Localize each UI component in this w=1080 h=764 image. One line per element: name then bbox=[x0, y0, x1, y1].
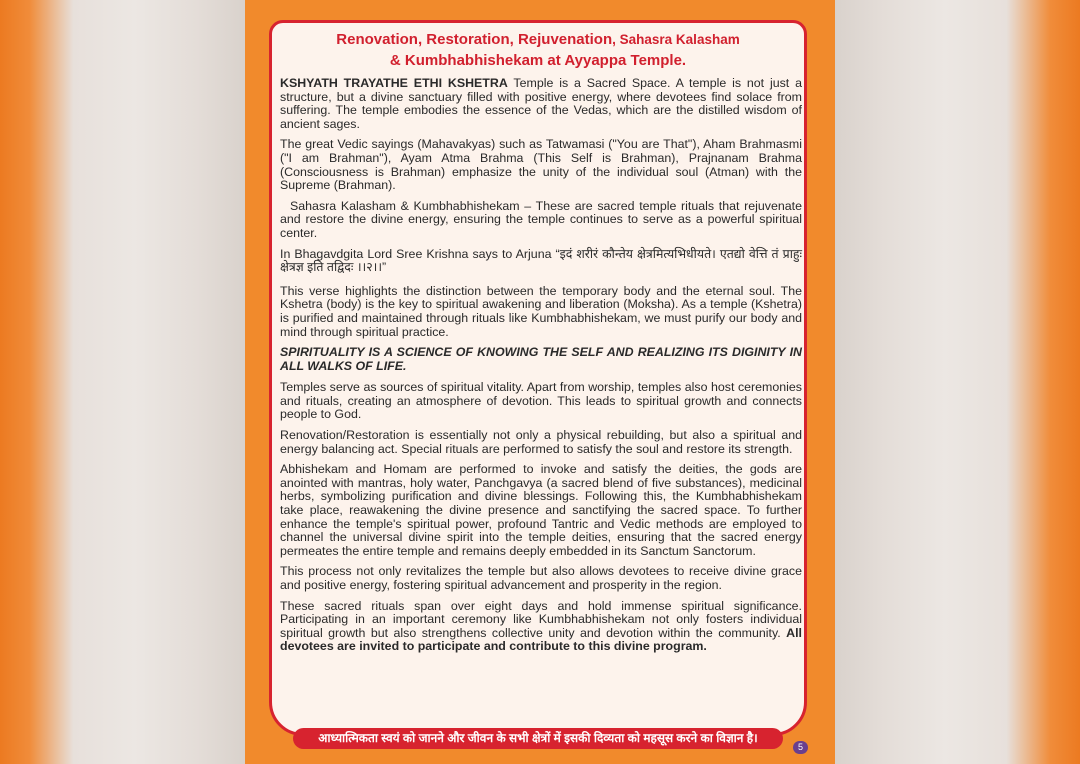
paragraph-intro-lead: KSHYATH TRAYATHE ETHI KSHETRA bbox=[280, 76, 508, 90]
page-title bbox=[272, 29, 804, 71]
article-body bbox=[280, 77, 802, 661]
paragraph-gita-verse: In Bhagavdgita Lord Sree Krishna says to Arjuna “इदं शरीरं कौन्तेय क्षेत्रमित्यभिधीयते। एतद्यो वेत्ति तं प्राहुः क्षेत्रज्ञ इति तद्विदः ।।२।।” bbox=[280, 246, 802, 275]
paragraph-mahavakyas: The great Vedic sayings (Mahavakyas) such as Tatwamasi ("You are That"), Aham Brahmasmi ("I am Brahman"), Ayam Atma Brahma (This Self is Brahman), Prajnanam Brahma (Consciousness is Brahman) emphasize the unity of the individual soul (Atman) with the Supreme (Brahman). bbox=[280, 137, 802, 193]
paragraph-invitation-text: These sacred rituals span over eight days and hold immense spiritual significance. Participating in an important ceremony like Kumbhabhishekam not only fosters individual spiritual growth but also strengthens collective unity and devotion within the community. bbox=[280, 598, 802, 640]
paragraph-abhishekam: Abhishekam and Homam are performed to invoke and satisfy the deities, the gods are anointed with mantras, holy water, Panchgavya (a sacred blend of five substances), medicinal herbs, symbolizing purification and divine blessings. Following this, the Kumbhabhishekam take place, reawakening the divine presence and sanctifying the sacred space. To further enhance the temple's spiritual power, profound Tantric and Vedic methods are employed to channel the universal divine spirit into the temple deities, ensuring that the sacred energy permeates the entire temple and remains deeply embedded in its Sanctum Sanctorum. bbox=[280, 462, 802, 558]
blurred-background-right bbox=[835, 0, 1080, 764]
title-line-1 bbox=[272, 29, 804, 50]
paragraph-renovation: Renovation/Restoration is essentially not only a physical rebuilding, but also a spiritual and energy balancing act. Special rituals are performed to satisfy the soul and restore its strength. bbox=[280, 428, 802, 456]
paragraph-invitation-bold: All devotees are invited to participate and contribute to this divine program. bbox=[280, 625, 802, 654]
title-line-2: & Kumbhabhishekam at Ayyappa Temple. bbox=[389, 52, 687, 69]
paragraph-invitation bbox=[280, 600, 802, 654]
section-heading: SPIRITUALITY IS A SCIENCE OF KNOWING THE SELF AND REALIZING ITS DIGINITY IN ALL WALKS OF LIFE. bbox=[280, 345, 802, 373]
paragraph-intro-text: Temple is a Sacred Space. A temple is not just a structure, but a divine sanctuary filled with positive energy, where devotees find solace from suffering. The temple embodies the essence of the Vedas, which are the distilled wisdom of ancient sages. bbox=[280, 76, 802, 131]
page-number-badge: 5 bbox=[793, 741, 808, 754]
paragraph-process: This process not only revitalizes the temple but also allows devotees to receive divine grace and positive energy, fostering spiritual advancement and prosperity in the region. bbox=[280, 564, 802, 592]
title-line-1-small: , Sahasra Kalasham bbox=[612, 32, 740, 47]
paragraph-kalasham: Sahasra Kalasham & Kumbhabhishekam – These are sacred temple rituals that rejuvenate and restore the divine energy, ensuring the temple continues to serve as a powerful spiritual center. bbox=[280, 198, 802, 240]
blurred-background-left bbox=[0, 0, 245, 764]
footer-banner: आध्यात्मिकता स्वयं को जानने और जीवन के सभी क्षेत्रों में इसकी दिव्यता को महसूस करने का विज्ञान है। bbox=[293, 728, 783, 749]
title-line-1-main: Renovation, Restoration, Rejuvenation bbox=[336, 31, 613, 48]
brochure-page bbox=[245, 0, 835, 764]
paragraph-verse-explanation: This verse highlights the distinction between the temporary body and the eternal soul. The Kshetra (body) is the key to spiritual awakening and liberation (Moksha). As a temple (Kshetra) is purified and maintained through rituals like Kumbhabhishekam, we must purify our body and mind through spiritual practice. bbox=[280, 283, 802, 339]
paragraph-intro bbox=[280, 77, 802, 131]
content-panel bbox=[269, 20, 807, 736]
paragraph-temples: Temples serve as sources of spiritual vitality. Apart from worship, temples also host ceremonies and rituals, creating an atmosphere of devotion. This leads to spiritual growth and connects people to God. bbox=[280, 380, 802, 422]
